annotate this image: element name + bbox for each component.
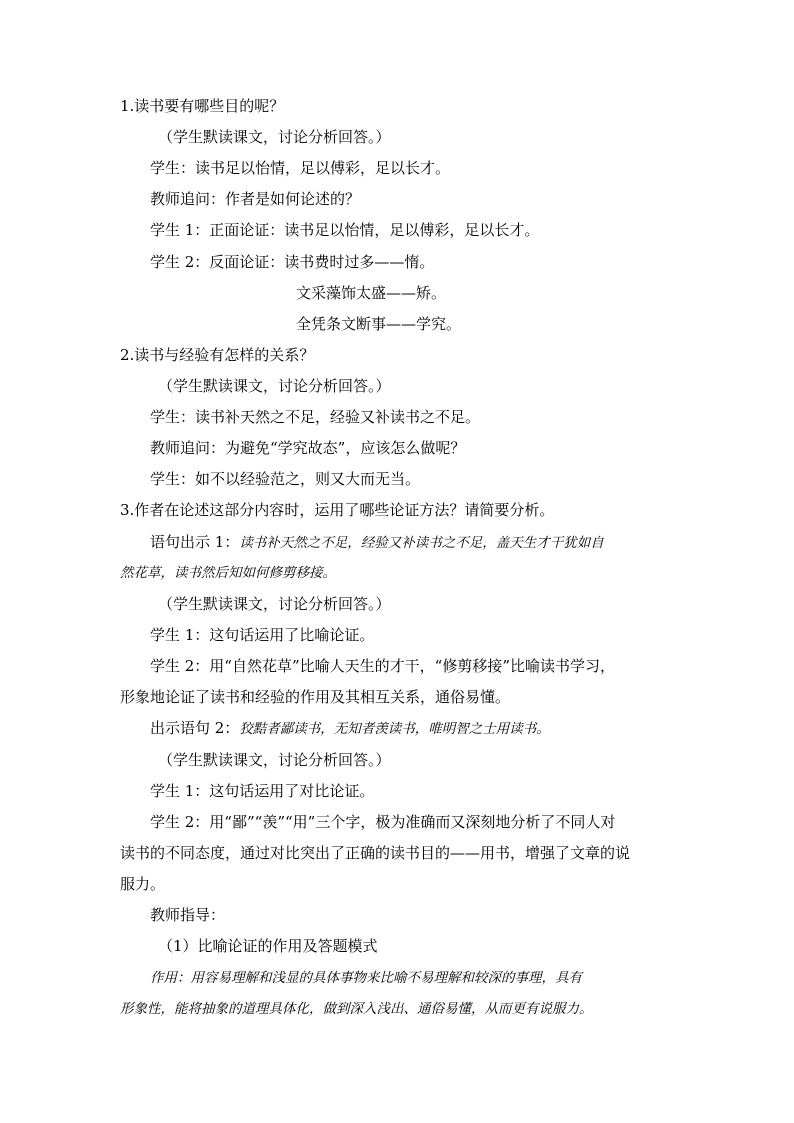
student-answer-continued: 全凭条文断事——学究。 (296, 315, 462, 333)
student-answer-continued: 服力。 (120, 875, 166, 893)
quote-line (150, 718, 550, 739)
student-answer: 学生 1：这句话运用了对比论证。 (150, 782, 375, 800)
student-answer: 学生：读书补天然之不足，经验又补读书之不足。 (150, 408, 481, 426)
teacher-guidance: 教师指导： (150, 906, 226, 924)
quote-label: 出示语句 2： (150, 719, 240, 737)
instruction-line: （学生默读课文，讨论分析回答。） (158, 377, 391, 395)
student-answer: 学生 2：用“鄙”“羡”“用”三个字，极为准确而又深刻地分析了不同人对 (150, 813, 616, 831)
guidance-heading: （1）比喻论证的作用及答题模式 (158, 937, 378, 955)
guidance-text: 作用：用容易理解和浅显的具体事物来比喻不易理解和较深的事理，具有 (150, 970, 582, 986)
quote-text: 读书补天然之不足，经验又补读书之不足，盖天生才干犹如自 (239, 535, 604, 551)
student-answer: 学生 2：用“自然花草”比喻人天生的才干，“修剪移接”比喻读书学习， (150, 657, 615, 675)
student-answer: 学生 1：正面论证：读书足以怡情，足以傅彩，足以长才。 (150, 221, 540, 239)
quote-label: 语句出示 1： (150, 533, 240, 551)
student-answer: 学生 2：反面论证：读书费时过多——惰。 (150, 253, 435, 271)
question-2: 2.读书与经验有怎样的关系？ (120, 346, 315, 364)
instruction-line: （学生默读课文，讨论分析回答。） (158, 751, 391, 769)
instruction-line: （学生默读课文，讨论分析回答。） (158, 595, 391, 613)
quote-text: 狡黠者鄙读书，无知者羡读书，唯明智之士用读书。 (239, 721, 550, 737)
student-answer: 学生 1：这句话运用了比喻论证。 (150, 626, 375, 644)
student-answer: 学生：读书足以怡情，足以傅彩，足以长才。 (150, 159, 451, 177)
student-answer: 学生：如不以经验范之，则又大而无当。 (150, 470, 421, 488)
instruction-line: （学生默读课文，讨论分析回答。） (158, 128, 391, 146)
teacher-question: 教师追问：作者是如何论述的？ (150, 190, 361, 208)
guidance-text-continued: 形象性，能将抽象的道理具体化，做到深入浅出、通俗易懂，从而更有说服力。 (120, 1001, 593, 1017)
student-answer-continued: 文采藻饰太盛——矫。 (296, 284, 447, 302)
question-3: 3.作者在论述这部分内容时，运用了哪些论证方法？请简要分析。 (120, 501, 555, 519)
quote-text-continued: 然花草，读书然后知如何修剪移接。 (120, 565, 336, 581)
teacher-question: 教师追问：为避免“学究故态”，应该怎么做呢？ (150, 439, 466, 457)
student-answer-continued: 形象地论证了读书和经验的作用及其相互关系，通俗易懂。 (120, 688, 511, 706)
question-1: 1.读书要有哪些目的呢？ (120, 97, 285, 115)
quote-line (150, 532, 604, 553)
student-answer-continued: 读书的不同态度，通过对比突出了正确的读书目的——用书，增强了文章的说 (120, 844, 631, 862)
